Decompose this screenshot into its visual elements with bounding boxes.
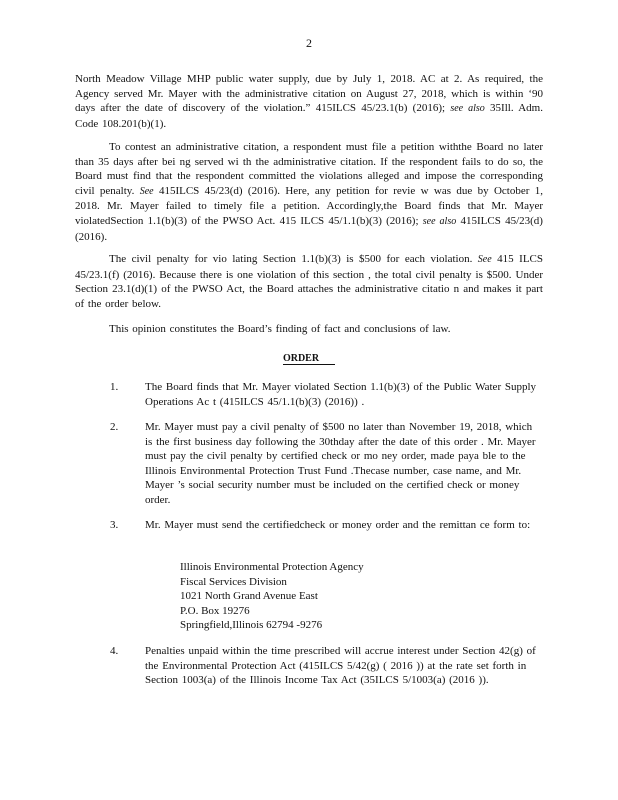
order-item bbox=[110, 518, 540, 533]
item-text: Mr. Mayer must send the certifiedcheck or money order and the remittan ce form to: bbox=[145, 519, 531, 531]
item-number: 3. bbox=[110, 519, 119, 531]
item-text: Mr. Mayer must pay a civil penalty of $500 no later than November 19, 2018, which is the first business day following the 30thday after the date of this order . Mr. Mayer must pay the civil penalty by certified check or mo ney order, made paya ble to the Illinois Environmental Protection Trust Fund .Thecase number, case name, and Mr. Mayer ’s social security number must be included on the certified check or money order. bbox=[145, 421, 536, 506]
address-line: Fiscal Services Division bbox=[180, 575, 287, 588]
paragraph-contest bbox=[75, 140, 543, 244]
order-item bbox=[110, 380, 540, 409]
address-line: Illinois Environmental Protection Agency bbox=[180, 561, 364, 573]
item-number: 2. bbox=[110, 421, 119, 433]
intro-text-a: North Meadow Village MHP public water supply, due by July 1, 2018. AC at 2. As required, the Agency served Mr. Mayer with the administrative citation on August 27, 2018, which is within ‘90 days after the date of discovery of the violation.” 415ILCS 45/23.1(b) (2016); bbox=[75, 73, 543, 115]
address-line: 1021 North Grand Avenue East bbox=[180, 590, 318, 603]
paragraph-opinion bbox=[75, 322, 543, 337]
opinion-text: This opinion constitutes the Board’s finding of fact and conclusions of law. bbox=[109, 323, 451, 335]
contest-text-c: 415ILCS 45/23(d) (2016). bbox=[75, 214, 543, 243]
penalty-text-a: The civil penalty for vio lating Section 1.1(b)(3) is $500 for each violation. bbox=[109, 253, 478, 265]
order-heading: ORDER bbox=[0, 352, 618, 367]
penalty-text-b: 415 ILCS 45/23.1(f) (2016). Because there is one violation of this section , the total civil penalty is $500. Under Section 23.1(d)(1) of the PWSO Act, the Board attaches the administrative citatio n and makes it part of the order below. bbox=[75, 253, 543, 310]
intro-text-b: 35Ill. Adm. Code 108.201(b)(1). bbox=[75, 102, 543, 130]
see-signal: See bbox=[139, 185, 154, 197]
mailing-address bbox=[180, 560, 364, 633]
item-number: 4. bbox=[110, 645, 119, 657]
order-item bbox=[110, 420, 540, 508]
order-item bbox=[110, 644, 540, 688]
item-text: Penalties unpaid within the time prescribed will accrue interest under Section 42(g) of the Environmental Protection Act (415ILCS 5/42(g) ( 2016 )) at the rate set forth in Section 1003(a) of the Illinois Income Tax Act (35ILCS 5/1003(a) (2016 )). bbox=[145, 645, 536, 687]
item-text: The Board finds that Mr. Mayer violated Section 1.1(b)(3) of the Public Water Supply Operations Ac t (415ILCS 45/1.1(b)(3) (2016)) . bbox=[145, 381, 537, 408]
see-also-signal: see also bbox=[450, 103, 485, 115]
page-number: 2 bbox=[306, 36, 312, 50]
paragraph-intro bbox=[75, 72, 543, 131]
item-number: 1. bbox=[110, 381, 119, 393]
paragraph-penalty bbox=[75, 252, 543, 311]
contest-text-b: 415ILCS 45/23(d) (2016). Here, any petition for revie w was due by October 1, 2018. Mr. Mayer failed to timely file a petition. Accordingly,the Board finds that Mr. Mayer violatedSection 1.1(b)(3) of the PWSO Act. 415 ILCS 45/1.1(b)(3) (2016); bbox=[75, 184, 544, 227]
contest-text-a: To contest an administrative citation, a respondent must file a petition withthe Board no later than 35 days after bei ng served wi th the administrative citation. If the respondent fails to do so, the Board must find that the respondent committed the violations alleged and impose the corresponding civil penalty. bbox=[75, 141, 543, 197]
see-also-signal: see also bbox=[422, 215, 457, 227]
see-signal: See bbox=[477, 254, 492, 265]
address-line: Springfield,Illinois 62794 -9276 bbox=[180, 619, 323, 632]
address-line: P.O. Box 19276 bbox=[180, 604, 250, 617]
